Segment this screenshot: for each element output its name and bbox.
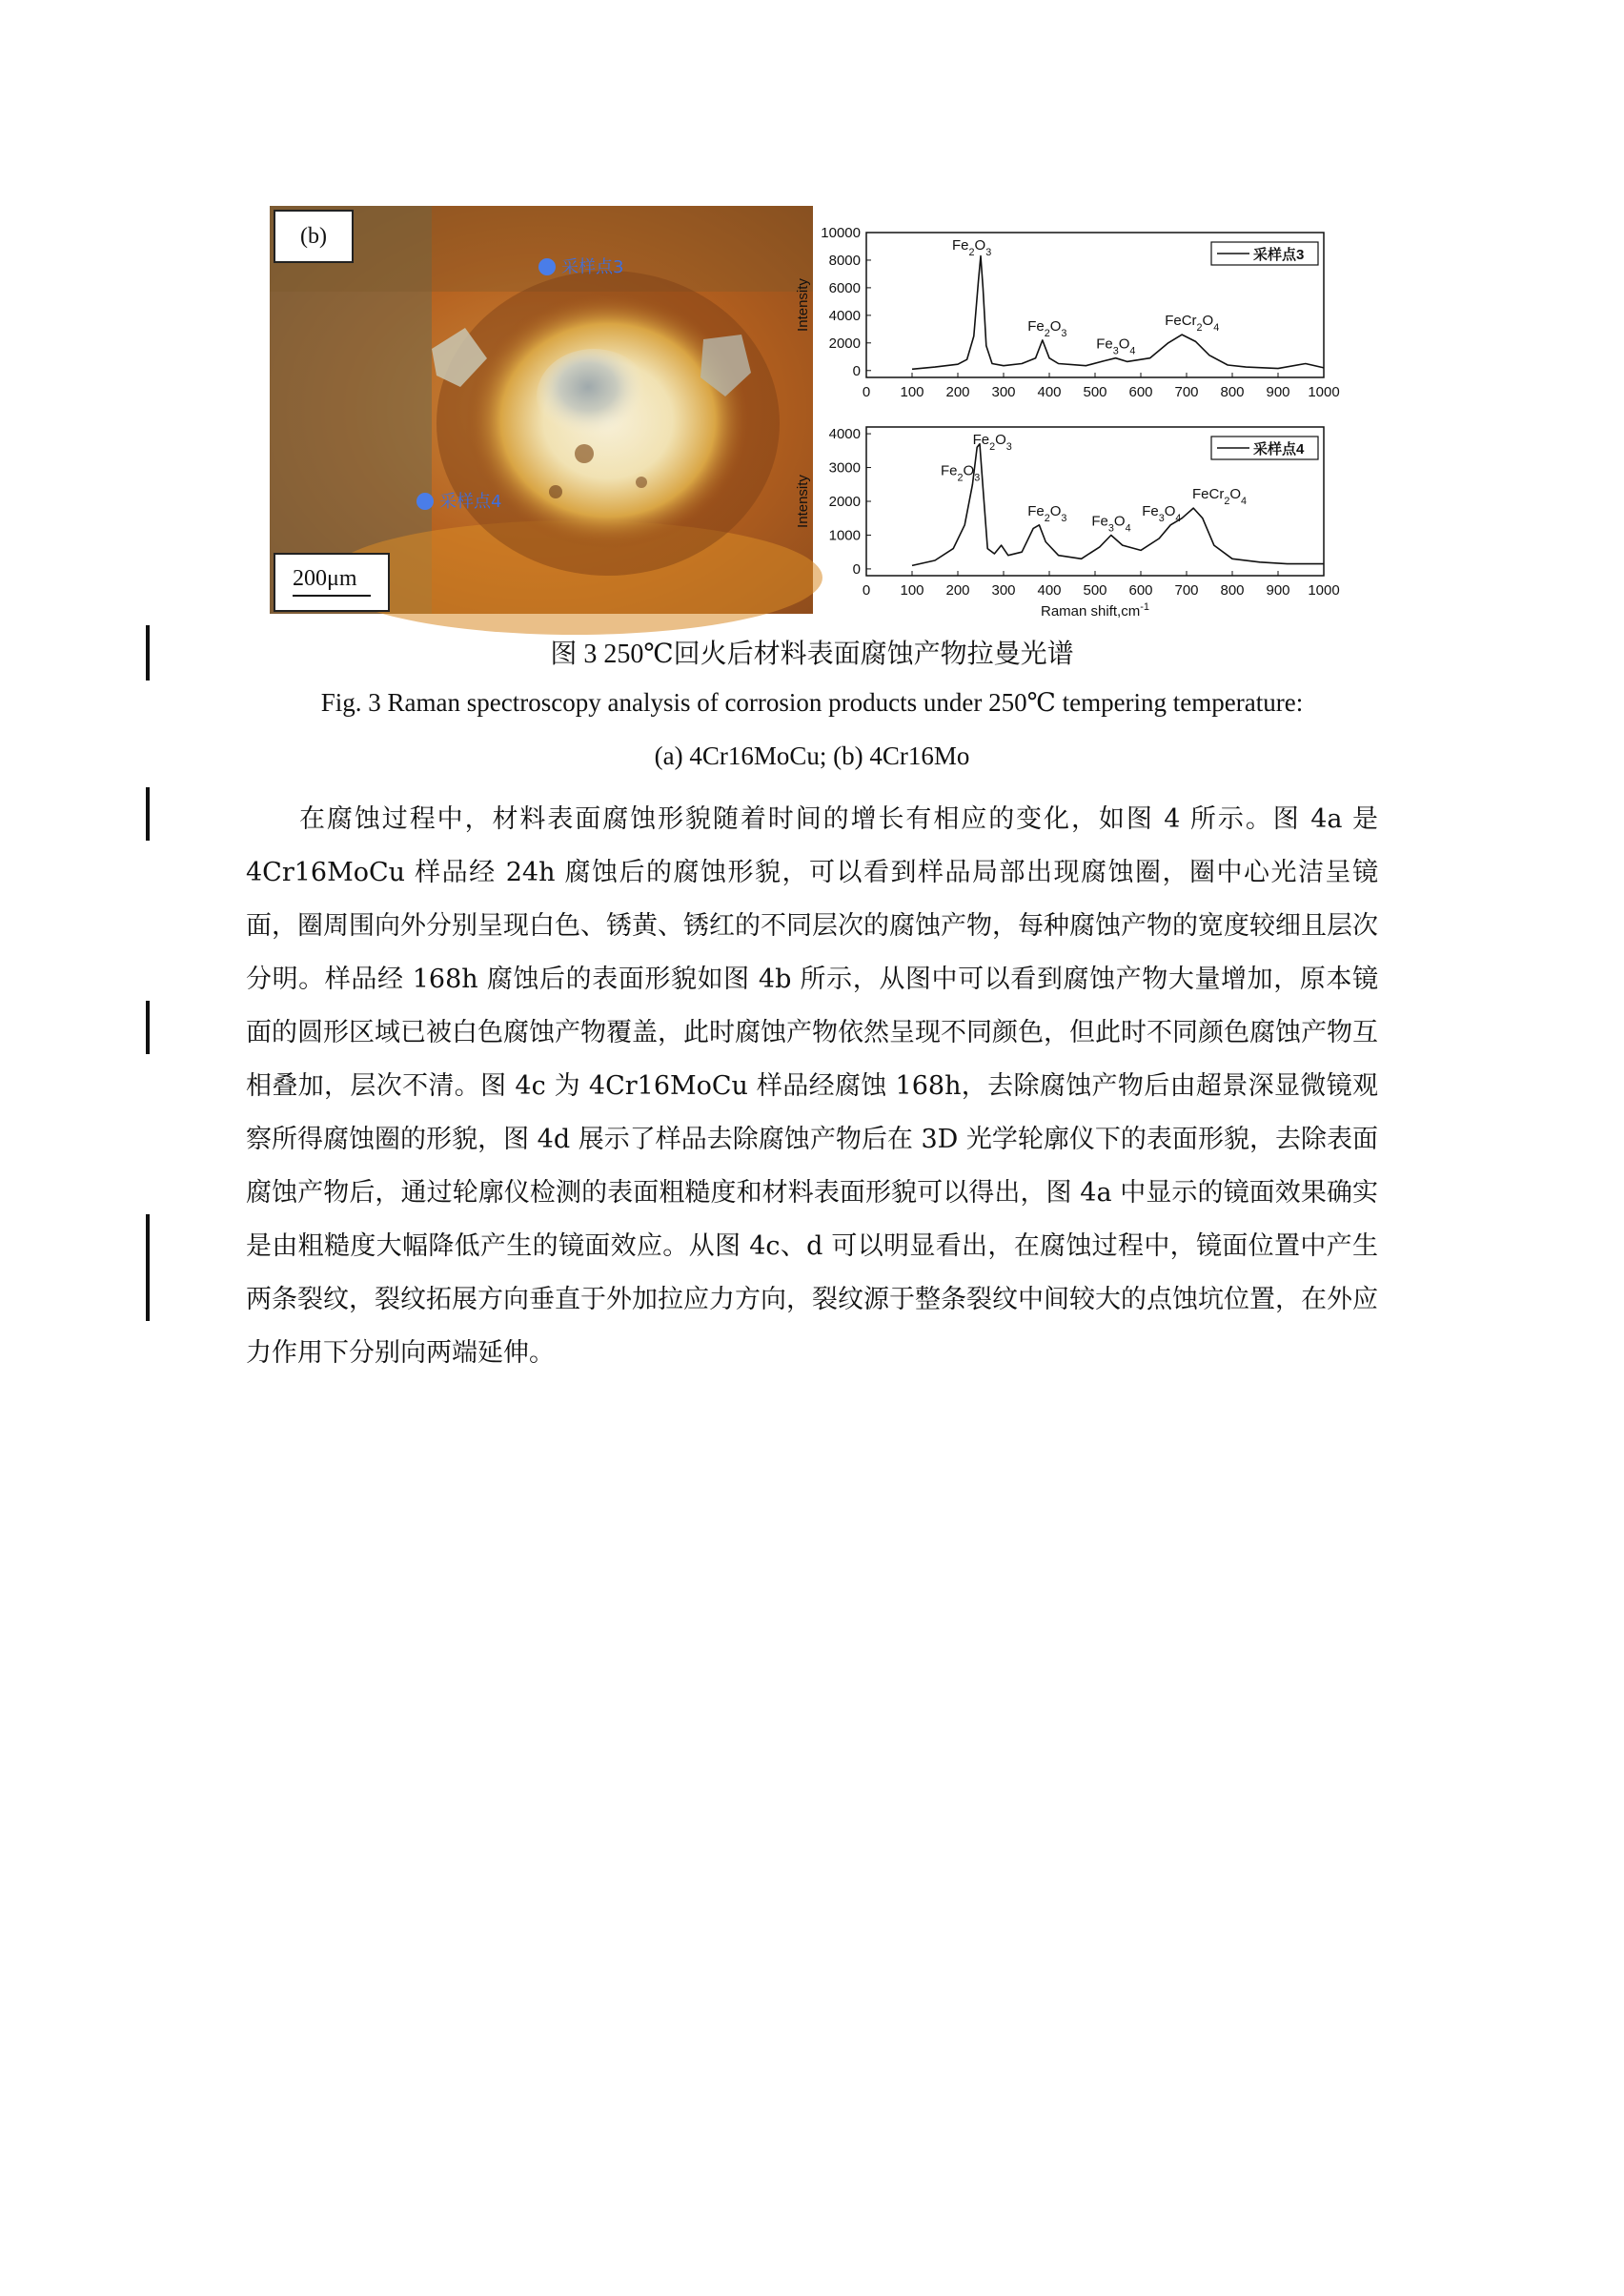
x-tick-label: 700 [1174, 582, 1199, 599]
figure-caption-cn: 图 3 250℃回火后材料表面腐蚀产物拉曼光谱 [550, 640, 1074, 669]
y-tick-label: 6000 [828, 279, 861, 296]
y-tick-label: 2000 [828, 335, 861, 352]
peak-annotation: $Fe_2O_3$ [1027, 317, 1067, 339]
y-tick-label: 4000 [828, 426, 861, 443]
scale-bar-label: 200μm [293, 566, 357, 591]
peak-annotation: $Fe_3O_4$ [1096, 335, 1136, 357]
revision-bar [146, 1214, 150, 1321]
y-tick-label: 0 [852, 362, 861, 379]
body-paragraph: 在腐蚀过程中，材料表面腐蚀形貌随着时间的增长有相应的变化，如图 4 所示。图 4a 是 4Cr16MoCu 样品经 24h 腐蚀后的腐蚀形貌，可以看到样品局部出现腐蚀圈，圈中心光洁呈镜面，圈周围向外分别呈现白色、锈黄、锈红的不同层次的腐蚀产物，每种腐蚀产物的宽度较细且层次分明。样品经 168h 腐蚀后的表面形貌如图 4b 所示，从图中可以看到腐蚀产物大量增加，原本镜面的圆形区域已被白色腐蚀产物覆盖，此时腐蚀产物依然呈现不同颜色，但此时不同颜色腐蚀产物互相叠加，层次不清。图 4c 为 4Cr16MoCu 样品经腐蚀 168h，去除腐蚀产物后由超景深显微镜观察所得腐蚀圈的形貌，图 4d 展示了样品去除腐蚀产物后在 3D 光学轮廓仪下的表面形貌，去除表面腐蚀产物后，通过轮廓仪检测的表面粗糙度和材料表面形貌可以得出，图 4a 中显示的镜面效果确实是由粗糙度大幅降低产生的镜面效应。从图 4c、d 可以明显看出，在腐蚀过程中，镜面位置中产生两条裂纹，裂纹拓展方向垂直于外加拉应力方向，裂纹源于整条裂纹中间较大的点蚀坑位置，在外应力作用下分别向两端延伸。 [246, 804, 1378, 1368]
y-axis-label: Intensity [795, 475, 811, 528]
x-tick-label: 500 [1083, 384, 1107, 400]
y-axis-label: Intensity [795, 278, 811, 332]
x-tick-label: 400 [1037, 582, 1062, 599]
revision-bar [146, 787, 150, 841]
panel-label: (b) [274, 210, 354, 263]
corrosion-photo [270, 206, 813, 614]
x-tick-label: 600 [1128, 384, 1153, 400]
y-tick-label: 1000 [828, 527, 861, 544]
y-tick-label: 4000 [828, 307, 861, 324]
legend-label: 采样点4 [1253, 441, 1305, 457]
sample-dot-icon [538, 258, 556, 275]
peak-annotation: $Fe_2O_3$ [972, 432, 1012, 453]
peak-annotation: $Fe_3O_4$ [1142, 502, 1182, 524]
legend-label: 采样点3 [1253, 247, 1305, 263]
peak-annotation: $Fe_2O_3$ [941, 462, 981, 484]
x-tick-label: 200 [945, 582, 970, 599]
sample-dot-icon [416, 493, 434, 510]
figure-3 [270, 206, 1351, 620]
x-axis-label: Raman $shift,cm^{-1}$ [1041, 601, 1149, 620]
figure-caption-en-line2: (a) 4Cr16MoCu; (b) 4Cr16Mo [654, 742, 970, 770]
x-tick-label: 800 [1220, 582, 1245, 599]
peak-annotation: $FeCr_2O_4$ [1192, 486, 1248, 508]
x-tick-label: 1000 [1308, 384, 1340, 400]
peak-annotation: $Fe_2O_3$ [1027, 502, 1067, 524]
x-tick-label: 700 [1174, 384, 1199, 400]
sample-point-3: 采样点3 [538, 254, 623, 278]
x-tick-label: 800 [1220, 384, 1245, 400]
y-tick-label: 3000 [828, 459, 861, 477]
y-tick-label: 0 [852, 560, 861, 578]
x-tick-label: 1000 [1308, 582, 1340, 599]
y-tick-label: 10000 [821, 225, 861, 241]
x-tick-label: 400 [1037, 384, 1062, 400]
figure-caption-en: Fig. 3 Raman spectroscopy analysis of corrosion products under 250℃ tempering temperature: [320, 688, 1304, 717]
x-tick-label: 900 [1266, 384, 1290, 400]
x-tick-label: 200 [945, 384, 970, 400]
sample-point-4: 采样点4 [416, 488, 501, 513]
raman-chart-4 [795, 408, 1351, 620]
x-tick-label: 300 [991, 582, 1016, 599]
y-tick-label: 2000 [828, 494, 861, 510]
x-tick-label: 100 [900, 582, 924, 599]
y-tick-label: 8000 [828, 252, 861, 269]
x-tick-label: 0 [862, 582, 871, 599]
peak-annotation: $Fe_3O_4$ [1091, 513, 1131, 535]
x-tick-label: 100 [900, 384, 924, 400]
x-tick-label: 0 [862, 384, 871, 400]
x-tick-label: 300 [991, 384, 1016, 400]
revision-bar [146, 1001, 150, 1054]
peak-annotation: $FeCr_2O_4$ [1165, 313, 1220, 335]
x-tick-label: 900 [1266, 582, 1290, 599]
raman-chart-3 [795, 206, 1351, 406]
scale-bar [274, 553, 390, 612]
peak-annotation: $Fe_2O_3$ [952, 237, 992, 258]
x-tick-label: 500 [1083, 582, 1107, 599]
x-tick-label: 600 [1128, 582, 1153, 599]
